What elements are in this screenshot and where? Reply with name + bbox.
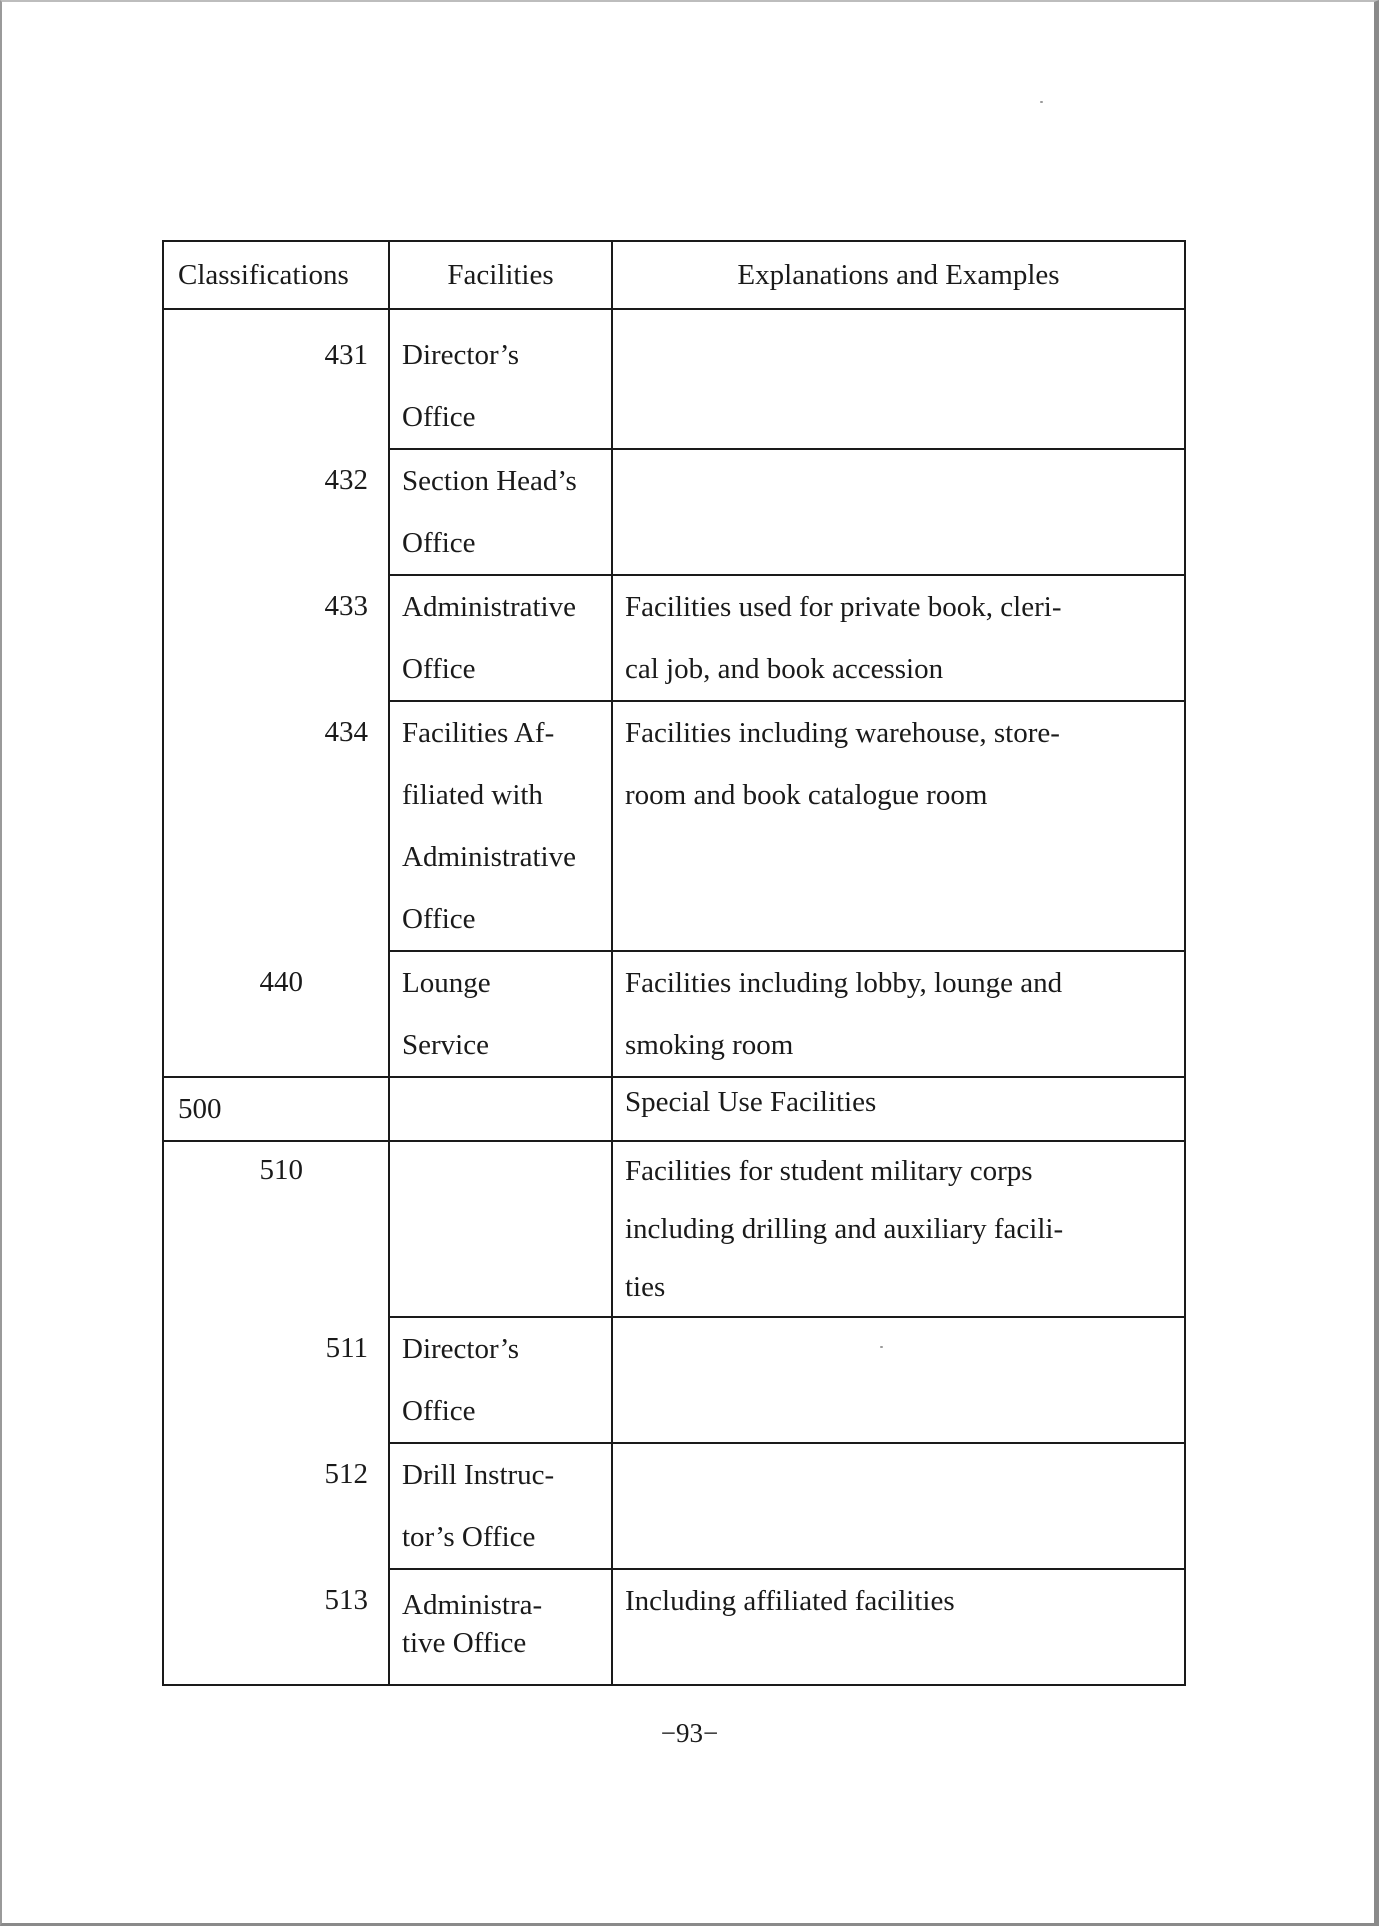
table-row [163, 1569, 1185, 1685]
classification-code: 440 [163, 951, 389, 1077]
explanation-cell [612, 575, 1185, 701]
facility-line: filiated with [402, 779, 543, 811]
classification-code: 431 [163, 309, 389, 449]
facility-cell [389, 1077, 612, 1141]
facility-line: Office [402, 1395, 476, 1427]
explanation-cell [612, 1077, 1185, 1141]
facility-cell [389, 701, 612, 951]
explanation-cell [612, 309, 1185, 449]
explanation-line: Special Use Facilities [625, 1086, 877, 1118]
facility-line: Service [402, 1029, 489, 1061]
facility-cell [389, 951, 612, 1077]
explanation-line: Including affiliated facilities [625, 1585, 955, 1617]
explanation-cell [612, 1317, 1185, 1443]
facility-line: Administrative [402, 841, 576, 873]
facility-cell [389, 309, 612, 449]
facility-cell [389, 575, 612, 701]
facility-line: Office [402, 401, 476, 433]
table-row [163, 1317, 1185, 1443]
explanation-cell [612, 1443, 1185, 1569]
facility-line: Director’s [402, 339, 520, 371]
facility-line: tor’s Office [402, 1521, 536, 1553]
facility-cell [389, 1569, 612, 1685]
classification-code: 510 [163, 1141, 389, 1317]
explanation-cell [612, 701, 1185, 951]
scan-speck [1040, 101, 1043, 103]
classification-code: 432 [163, 449, 389, 575]
facility-line: tive Office [402, 1627, 527, 1659]
classification-code: 433 [163, 575, 389, 701]
classification-code: 513 [163, 1569, 389, 1685]
facility-line: Administra- [402, 1589, 543, 1621]
explanation-line: Facilities including lobby, lounge and [625, 967, 1063, 999]
facility-line: Lounge [402, 967, 491, 999]
explanation-line: Facilities including warehouse, store- [625, 717, 1060, 749]
facility-line: Drill Instruc- [402, 1459, 555, 1491]
table-row [163, 1141, 1185, 1317]
classification-table [162, 240, 1186, 1686]
facility-cell [389, 1317, 612, 1443]
table-row [163, 449, 1185, 575]
table-row [163, 951, 1185, 1077]
explanation-cell [612, 449, 1185, 575]
classification-code: 500 [163, 1077, 389, 1141]
facility-line: Office [402, 903, 476, 935]
header-classifications: Classifications [163, 241, 389, 309]
table-row [163, 1077, 1185, 1141]
explanation-line: room and book catalogue room [625, 779, 988, 811]
facility-line: Office [402, 527, 476, 559]
table-row [163, 309, 1185, 449]
facility-cell [389, 449, 612, 575]
facility-cell [389, 1443, 612, 1569]
explanation-line: cal job, and book accession [625, 653, 944, 685]
table-row [163, 701, 1185, 951]
classification-code: 434 [163, 701, 389, 951]
header-explanations: Explanations and Examples [612, 241, 1185, 309]
facility-line: Office [402, 653, 476, 685]
facility-line: Facilities Af- [402, 717, 555, 749]
classification-code: 511 [163, 1317, 389, 1443]
explanation-line: smoking room [625, 1029, 794, 1061]
explanation-line: including drilling and auxiliary facili- [625, 1213, 1064, 1245]
facility-line: Administrative [402, 591, 576, 623]
explanation-line: ties [625, 1271, 666, 1303]
explanation-cell [612, 951, 1185, 1077]
table-row [163, 1443, 1185, 1569]
page-number: −93− [660, 1718, 719, 1748]
explanation-cell [612, 1141, 1185, 1317]
table-row [163, 575, 1185, 701]
explanation-cell [612, 1569, 1185, 1685]
classification-code: 512 [163, 1443, 389, 1569]
facility-line: Director’s [402, 1333, 520, 1365]
explanation-line: Facilities for student military corps [625, 1155, 1033, 1187]
table-header-row [163, 241, 1185, 309]
facility-cell [389, 1141, 612, 1317]
header-facilities: Facilities [389, 241, 612, 309]
facility-line: Section Head’s [402, 465, 577, 497]
explanation-line: Facilities used for private book, cleri- [625, 591, 1062, 623]
